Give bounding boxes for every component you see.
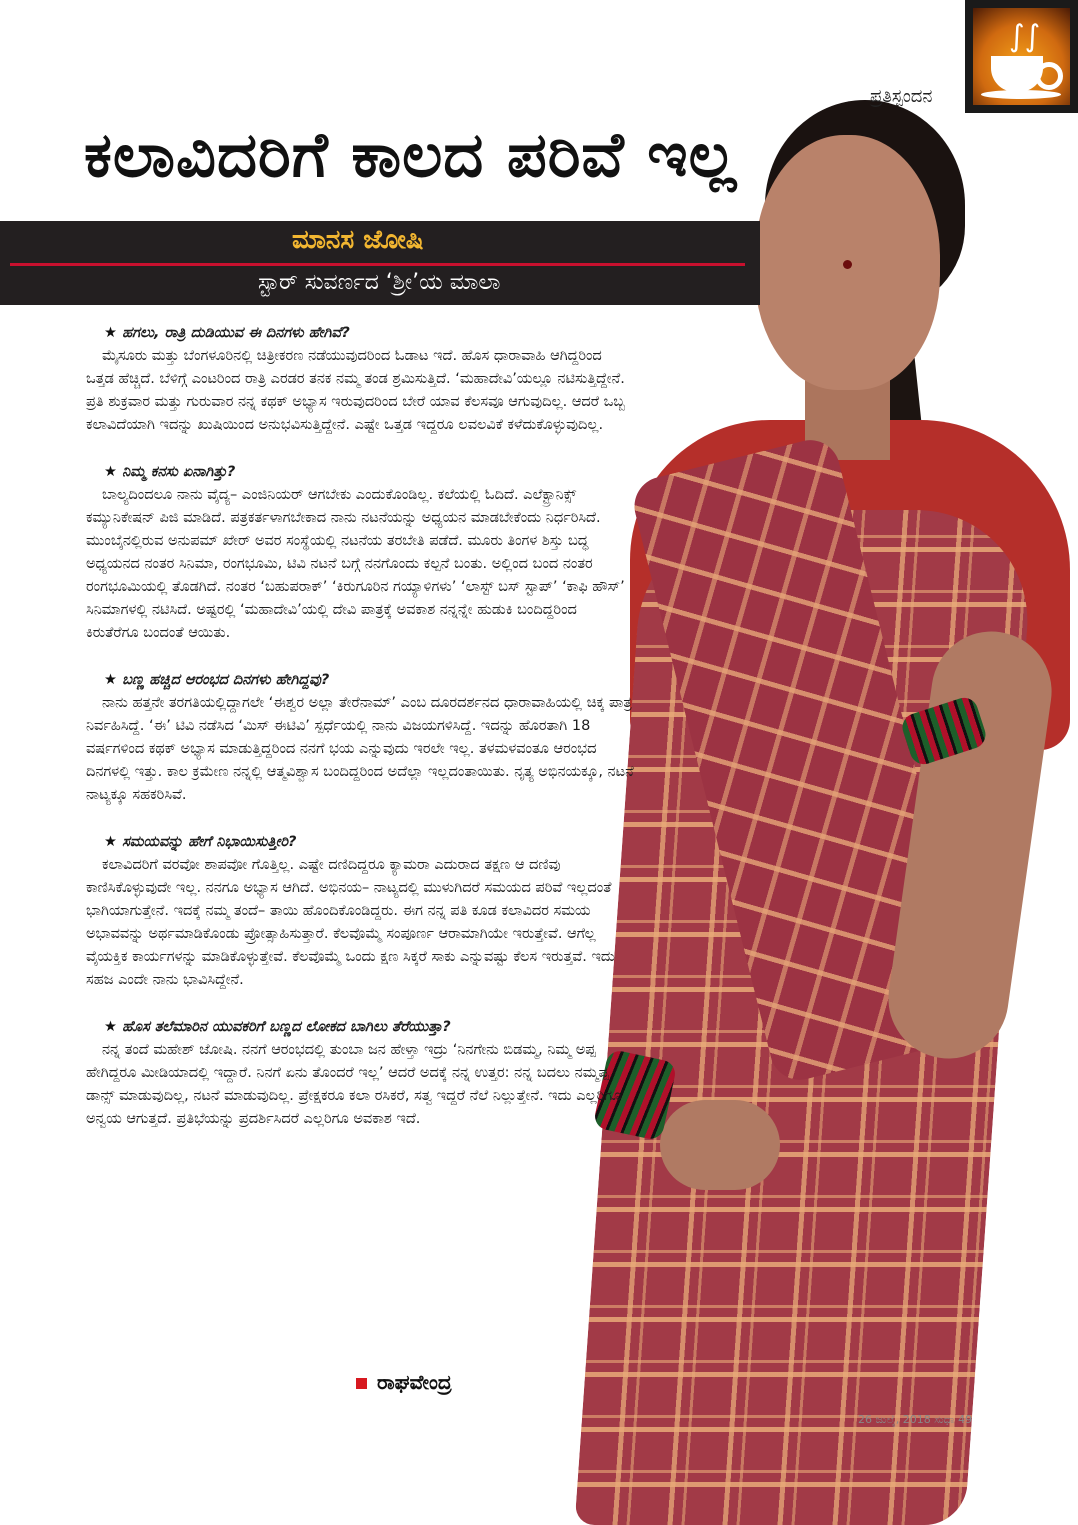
qa-block (86, 669, 634, 807)
question-text: ಸಮಯವನ್ನು ಹೇಗೆ ನಿಭಾಯಿಸುತ್ತೀರಿ? (122, 834, 297, 850)
question (86, 831, 634, 854)
banner-rule (10, 263, 745, 266)
star-icon: ★ (104, 325, 117, 341)
photo-bindi (843, 260, 852, 269)
author-name: ರಾಘವೇಂದ್ರ (377, 1370, 452, 1394)
qa-block (86, 322, 634, 437)
saucer-shape (981, 90, 1061, 99)
article-body (86, 322, 634, 1155)
question (86, 669, 634, 692)
star-icon: ★ (104, 1019, 117, 1035)
question-text: ಹಗಲು, ರಾತ್ರಿ ದುಡಿಯುವ ಈ ದಿನಗಳು ಹೇಗಿವೆ? (122, 325, 350, 341)
question (86, 1016, 634, 1039)
answer: ಬಾಲ್ಯದಿಂದಲೂ ನಾನು ವೈದ್ಯ– ಎಂಜಿನಿಯರ್ ಆಗಬೇಕು ಎಂದುಕೊಂಡಿಲ್ಲ. ಕಲೆಯಲ್ಲಿ ಓದಿದೆ. ಎಲೆಕ್ಟ್ರಾನಿಕ್ಸ್ ಕಮ್ಯುನಿಕೇಷನ್ ಪಿಜಿ ಮಾಡಿದೆ. ಪತ್ರಕರ್ತಳಾಗಬೇಕಾದ ನಾನು ನಟನೆಯನ್ನು ಅಧ್ಯಯನ ಮಾಡಬೇಕೆಂದು ನಿರ್ಧರಿಸಿದೆ. ಮುಂಬೈನಲ್ಲಿರುವ ಅನುಪಮ್ ಖೇರ್ ಅವರ ಸಂಸ್ಥೆಯಲ್ಲಿ ನಟನೆಯ ತರಬೇತಿ ಪಡೆದೆ. ಮೂರು ತಿಂಗಳ ಶಿಸ್ತು ಬದ್ಧ ಅಧ್ಯಯನದ ನಂತರ ಸಿನಿಮಾ, ರಂಗಭೂಮಿ, ಟಿವಿ ನಟನೆ ಬಗ್ಗೆ ನನಗೊಂದು ಕಲ್ಪನೆ ಬಂತು. ಅಲ್ಲಿಂದ ಬಂದ ನಂತರ ರಂಗಭೂಮಿಯಲ್ಲಿ ತೊಡಗಿದೆ. ನಂತರ ‘ಬಹುಪರಾಕ್’ ‘ಕಿರುಗೂರಿನ ಗಯ್ಯಾಳಿಗಳು’ ‘ಲಾಸ್ಟ್ ಬಸ್ ಸ್ಟಾಪ್’ ‘ಕಾಫಿ ಹೌಸ್’ ಸಿನಿಮಾಗಳಲ್ಲಿ ನಟಿಸಿದೆ. ಅಷ್ಟರಲ್ಲಿ ‘ಮಹಾದೇವಿ’ಯಲ್ಲಿ ದೇವಿ ಪಾತ್ರಕ್ಕೆ ಅವಕಾಶ ನನ್ನನ್ನೇ ಹುಡುಕಿ ಬಂದಿದ್ದರಿಂದ ಕಿರುತೆರೆಗೂ ಬಂದಂತೆ ಆಯಿತು. (86, 487, 625, 641)
author-credit (356, 1370, 452, 1394)
byline: ಮಾನಸ ಜೋಷಿ (292, 225, 424, 255)
section-label: ಪ್ರತಿಸ್ಪಂದನ (870, 86, 933, 107)
answer: ಮೈಸೂರು ಮತ್ತು ಬೆಂಗಳೂರಿನಲ್ಲಿ ಚಿತ್ರೀಕರಣ ನಡೆಯುವುದರಿಂದ ಓಡಾಟ ಇದೆ. ಹೊಸ ಧಾರಾವಾಹಿ ಆಗಿದ್ದರಿಂದ ಒತ್ತಡ ಹೆಚ್ಚಿದೆ. ಬೆಳಿಗ್ಗೆ ಎಂಟರಿಂದ ರಾತ್ರಿ ಎರಡರ ತನಕ ನಮ್ಮ ತಂಡ ಶ್ರಮಿಸುತ್ತಿದೆ. ‘ಮಹಾದೇವಿ’ಯಲ್ಲೂ ನಟಿಸುತ್ತಿದ್ದೇನೆ. ಪ್ರತಿ ಶುಕ್ರವಾರ ಮತ್ತು ಗುರುವಾರ ನನ್ನ ಕಥಕ್ ಅಭ್ಯಾಸ ಇರುವುದರಿಂದ ಬೇರೆ ಯಾವ ಕೆಲಸವೂ ಆಗುವುದಿಲ್ಲ. ಆದರೆ ಒಬ್ಬ ಕಲಾವಿದೆಯಾಗಿ ಇದನ್ನು ಖುಷಿಯಿಂದ ಅನುಭವಿಸುತ್ತಿದ್ದೇನೆ. ಎಷ್ಟೇ ಒತ್ತಡ ಇದ್ದರೂ ಲವಲವಿಕೆ ಕಳೆದುಕೊಳ್ಳುವುದಿಲ್ಲ. (86, 348, 625, 433)
cover-photo (560, 90, 1078, 1525)
steam-glyph: ∫∫ (1009, 19, 1041, 54)
qa-block (86, 831, 634, 992)
star-icon: ★ (104, 464, 117, 480)
question-text: ನಿಮ್ಮ ಕನಸು ಏನಾಗಿತ್ತು? (122, 464, 236, 480)
answer: ನನ್ನ ತಂದೆ ಮಹೇಶ್ ಜೋಷಿ. ನನಗೆ ಆರಂಭದಲ್ಲಿ ತುಂಬಾ ಜನ ಹೇಳ್ತಾ ಇದ್ರು ‘ನಿನಗೇನು ಬಿಡಮ್ಮ, ನಿಮ್ಮ ಅಪ್ಪ ಹೇಗಿದ್ದರೂ ಮೀಡಿಯಾದಲ್ಲಿ ಇದ್ದಾರೆ. ನಿನಗೆ ಏನು ತೊಂದರೆ ಇಲ್ಲ’ ಆದರೆ ಅದಕ್ಕೆ ನನ್ನ ಉತ್ತರ: ನನ್ನ ಬದಲು ನಮ್ಮಪ್ಪ ಡಾನ್ಸ್ ಮಾಡುವುದಿಲ್ಲ, ನಟನೆ ಮಾಡುವುದಿಲ್ಲ. ಪ್ರೇಕ್ಷಕರೂ ಕಲಾ ರಸಿಕರೆ, ಸತ್ವ ಇದ್ದರೆ ನೆಲೆ ನಿಲ್ಲುತ್ತೇನೆ. ಇದು ಎಲ್ಲರಿಗೂ ಅನ್ವಯ ಆಗುತ್ತದೆ. ಪ್ರತಿಭೆಯನ್ನು ಪ್ರದರ್ಶಿಸಿದರೆ ಎಲ್ಲರಿಗೂ ಅವಕಾಶ ಇದೆ. (86, 1042, 622, 1127)
qa-block (86, 1016, 634, 1131)
coffee-cup-icon (965, 0, 1078, 113)
question-text: ಬಣ್ಣ ಹಚ್ಚಿದ ಆರಂಭದ ದಿನಗಳು ಹೇಗಿದ್ದವು? (122, 672, 330, 688)
question (86, 322, 634, 345)
subheading: ಸ್ಟಾರ್ ಸುವರ್ಣದ ‘ಶ್ರೀ’ಯ ಮಾಲಾ (258, 270, 501, 295)
question (86, 461, 634, 484)
cup-handle-shape (1035, 62, 1063, 90)
answer: ಕಲಾವಿದರಿಗೆ ವರವೋ ಶಾಪವೋ ಗೊತ್ತಿಲ್ಲ. ಎಷ್ಟೇ ದಣಿದಿದ್ದರೂ ಕ್ಯಾಮರಾ ಎದುರಾದ ತಕ್ಷಣ ಆ ದಣಿವು ಕಾಣಿಸಿಕೊಳ್ಳುವುದೇ ಇಲ್ಲ. ನನಗೂ ಅಭ್ಯಾಸ ಆಗಿದೆ. ಅಭಿನಯ– ನಾಟ್ಯದಲ್ಲಿ ಮುಳುಗಿದರೆ ಸಮಯದ ಪರಿವೆ ಇಲ್ಲದಂತೆ ಭಾಗಿಯಾಗುತ್ತೇನೆ. ಇದಕ್ಕೆ ನಮ್ಮ ತಂದೆ– ತಾಯಿ ಹೊಂದಿಕೊಂಡಿದ್ದರು. ಈಗ ನನ್ನ ಪತಿ ಕೂಡ ಕಲಾವಿದರ ಸಮಯ ಅಭಾವವನ್ನು ಅರ್ಥಮಾಡಿಕೊಂಡು ಪ್ರೋತ್ಸಾಹಿಸುತ್ತಾರೆ. ಕೆಲವೊಮ್ಮೆ ಸಂಪೂರ್ಣ ಆರಾಮಾಗಿಯೇ ಇರುತ್ತೇವೆ. ಆಗೆಲ್ಲ ವೈಯಕ್ತಿಕ ಕಾರ್ಯಗಳನ್ನು ಮಾಡಿಕೊಳ್ಳುತ್ತೇವೆ. ಕೆಲವೊಮ್ಮೆ ಒಂದು ಕ್ಷಣ ಸಿಕ್ಕರೆ ಸಾಕು ಎನ್ನುವಷ್ಟು ಕೆಲಸ ಇರುತ್ತವೆ. ಇದು ಸಹಜ ಎಂದೇ ನಾನು ಭಾವಿಸಿದ್ದೇನೆ. (86, 857, 615, 988)
qa-block (86, 461, 634, 645)
answer: ನಾನು ಹತ್ತನೇ ತರಗತಿಯಲ್ಲಿದ್ದಾಗಲೇ ‘ಈಶ್ವರ ಅಲ್ಲಾ ತೇರೆನಾಮ್’ ಎಂಬ ದೂರದರ್ಶನದ ಧಾರಾವಾಹಿಯಲ್ಲಿ ಚಿಕ್ಕ ಪಾತ್ರ ನಿರ್ವಹಿಸಿದ್ದೆ. ‘ಈ’ ಟಿವಿ ನಡೆಸಿದ ‘ಮಿಸ್ ಈಟಿವಿ’ ಸ್ಪರ್ಧೆಯಲ್ಲಿ ನಾನು ವಿಜಯಗಳಿಸಿದ್ದೆ. ಇದನ್ನು ಹೊರತಾಗಿ 18 ವರ್ಷಗಳಿಂದ ಕಥಕ್ ಅಭ್ಯಾಸ ಮಾಡುತ್ತಿದ್ದರಿಂದ ನನಗೆ ಭಯ ಎನ್ನುವುದು ಇರಲೇ ಇಲ್ಲ. ತಳಮಳವಂತೂ ಆರಂಭದ ದಿನಗಳಲ್ಲಿ ಇತ್ತು. ಕಾಲ ಕ್ರಮೇಣ ನನ್ನಲ್ಲಿ ಆತ್ಮವಿಶ್ವಾಸ ಬಂದಿದ್ದರಿಂದ ಅದೆಲ್ಲಾ ಇಲ್ಲದಂತಾಯಿತು. ನೃತ್ಯ ಅಭಿನಯಕ್ಕೂ, ನಟನೆ ನಾಟ್ಯಕ್ಕೂ ಸಹಕರಿಸಿವೆ. (86, 695, 634, 803)
question-text: ಹೊಸ ತಲೆಮಾರಿನ ಯುವಕರಿಗೆ ಬಣ್ಣದ ಲೋಕದ ಬಾಗಿಲು ತೆರೆಯುತ್ತಾ? (122, 1019, 451, 1035)
page-folio: 26 ಜುಲೈ, 2018 ಸುಧಾ 49 (858, 1413, 973, 1426)
photo-hand (660, 1100, 780, 1190)
star-icon: ★ (104, 834, 117, 850)
headline: ಕಲಾವಿದರಿಗೆ ಕಾಲದ ಪರಿವೆ ಇಲ್ಲ (84, 118, 738, 191)
red-square-icon (356, 1378, 367, 1389)
star-icon: ★ (104, 672, 117, 688)
